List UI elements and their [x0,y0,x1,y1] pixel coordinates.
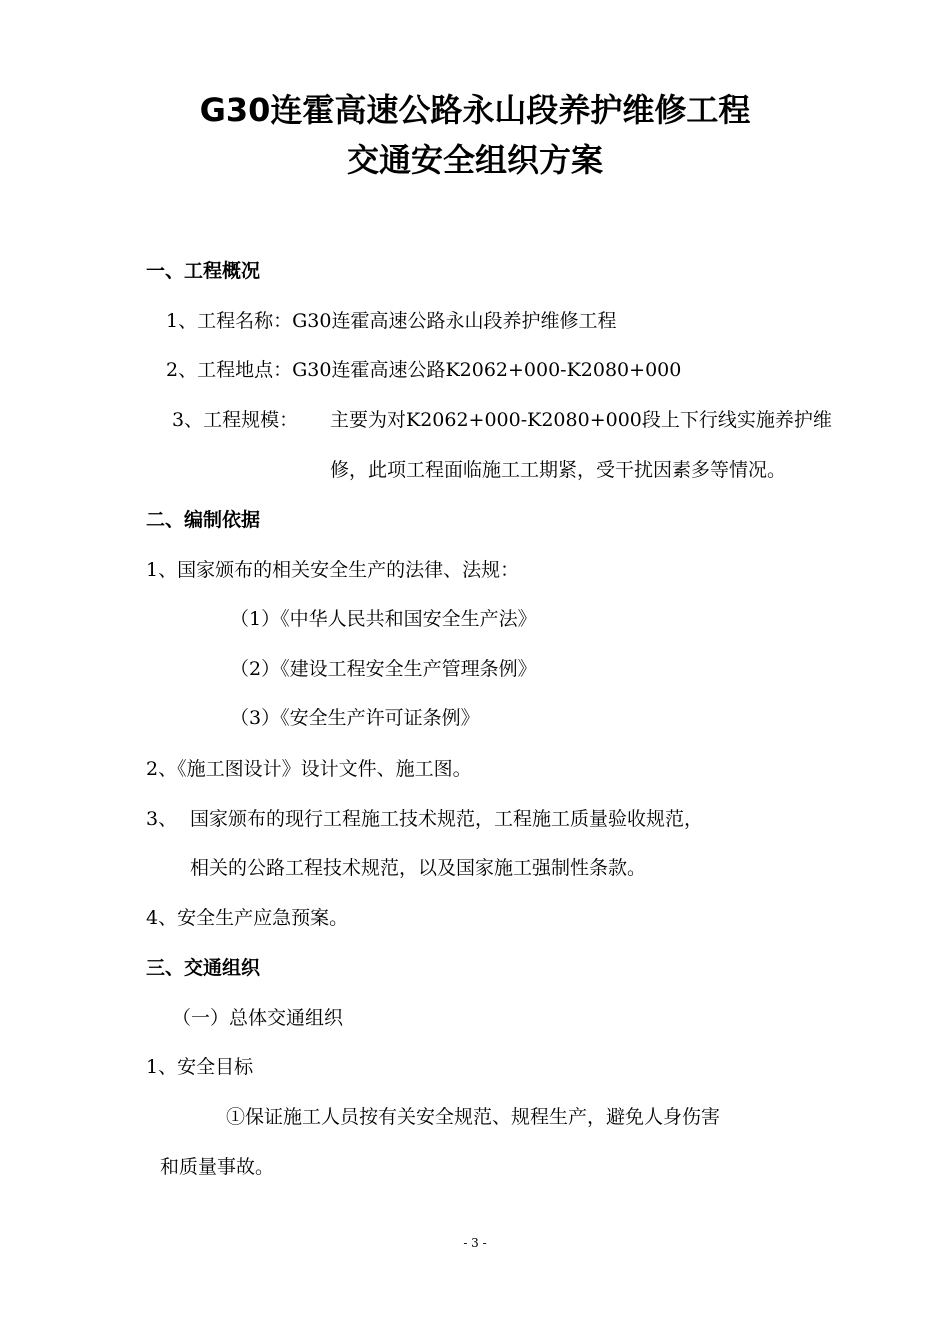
basis-item-3-text-1: 国家颁布的现行工程施工技术规范，工程施工质量验收规范， [190,808,704,830]
basis-item-3-text-2: 相关的公路工程技术规范，以及国家施工强制性条款。 [190,857,647,879]
document-title-line1: G30连霍高速公路永山段养护维修工程 [199,91,751,129]
project-scale-text-2: 修，此项工程面临施工工期紧，受干扰因素多等情况。 [330,459,787,481]
safety-goal-1-line-2: 和质量事故。 [160,1156,275,1178]
project-scale-label: 3、工程规模： [172,409,299,431]
basis-item-4: 4、安全生产应急预案。 [146,907,349,929]
safety-goal-1-line-1: ①保证施工人员按有关安全规范、规程生产，避免人身伤害 [226,1106,721,1128]
project-location: 2、工程地点：G30连霍高速公路K2062+000-K2080+000 [166,359,682,381]
basis-item-1: 1、国家颁布的相关安全生产的法律、法规： [146,559,520,581]
basis-law-3: （3）《安全生产许可证条例》 [230,707,480,729]
section-heading-overview: 一、工程概况 [146,260,261,282]
basis-law-1: （1）《中华人民共和国安全生产法》 [230,608,537,630]
basis-item-2: 2、《施工图设计》设计文件、施工图。 [146,758,472,780]
traffic-subheading: （一）总体交通组织 [172,1007,344,1029]
project-name: 1、工程名称：G30连霍高速公路永山段养护维修工程 [166,310,617,332]
section-heading-traffic: 三、交通组织 [146,957,261,979]
section-heading-basis: 二、编制依据 [146,509,261,531]
basis-item-3-label: 3、 [146,808,178,830]
basis-law-2: （2）《建设工程安全生产管理条例》 [230,658,537,680]
safety-goal-heading: 1、安全目标 [146,1056,254,1078]
project-scale-text-1: 主要为对K2062+000-K2080+000段上下行线实施养护维 [330,409,832,431]
page-number: - 3 - [463,1236,487,1250]
document-title-line2: 交通安全组织方案 [346,141,603,179]
